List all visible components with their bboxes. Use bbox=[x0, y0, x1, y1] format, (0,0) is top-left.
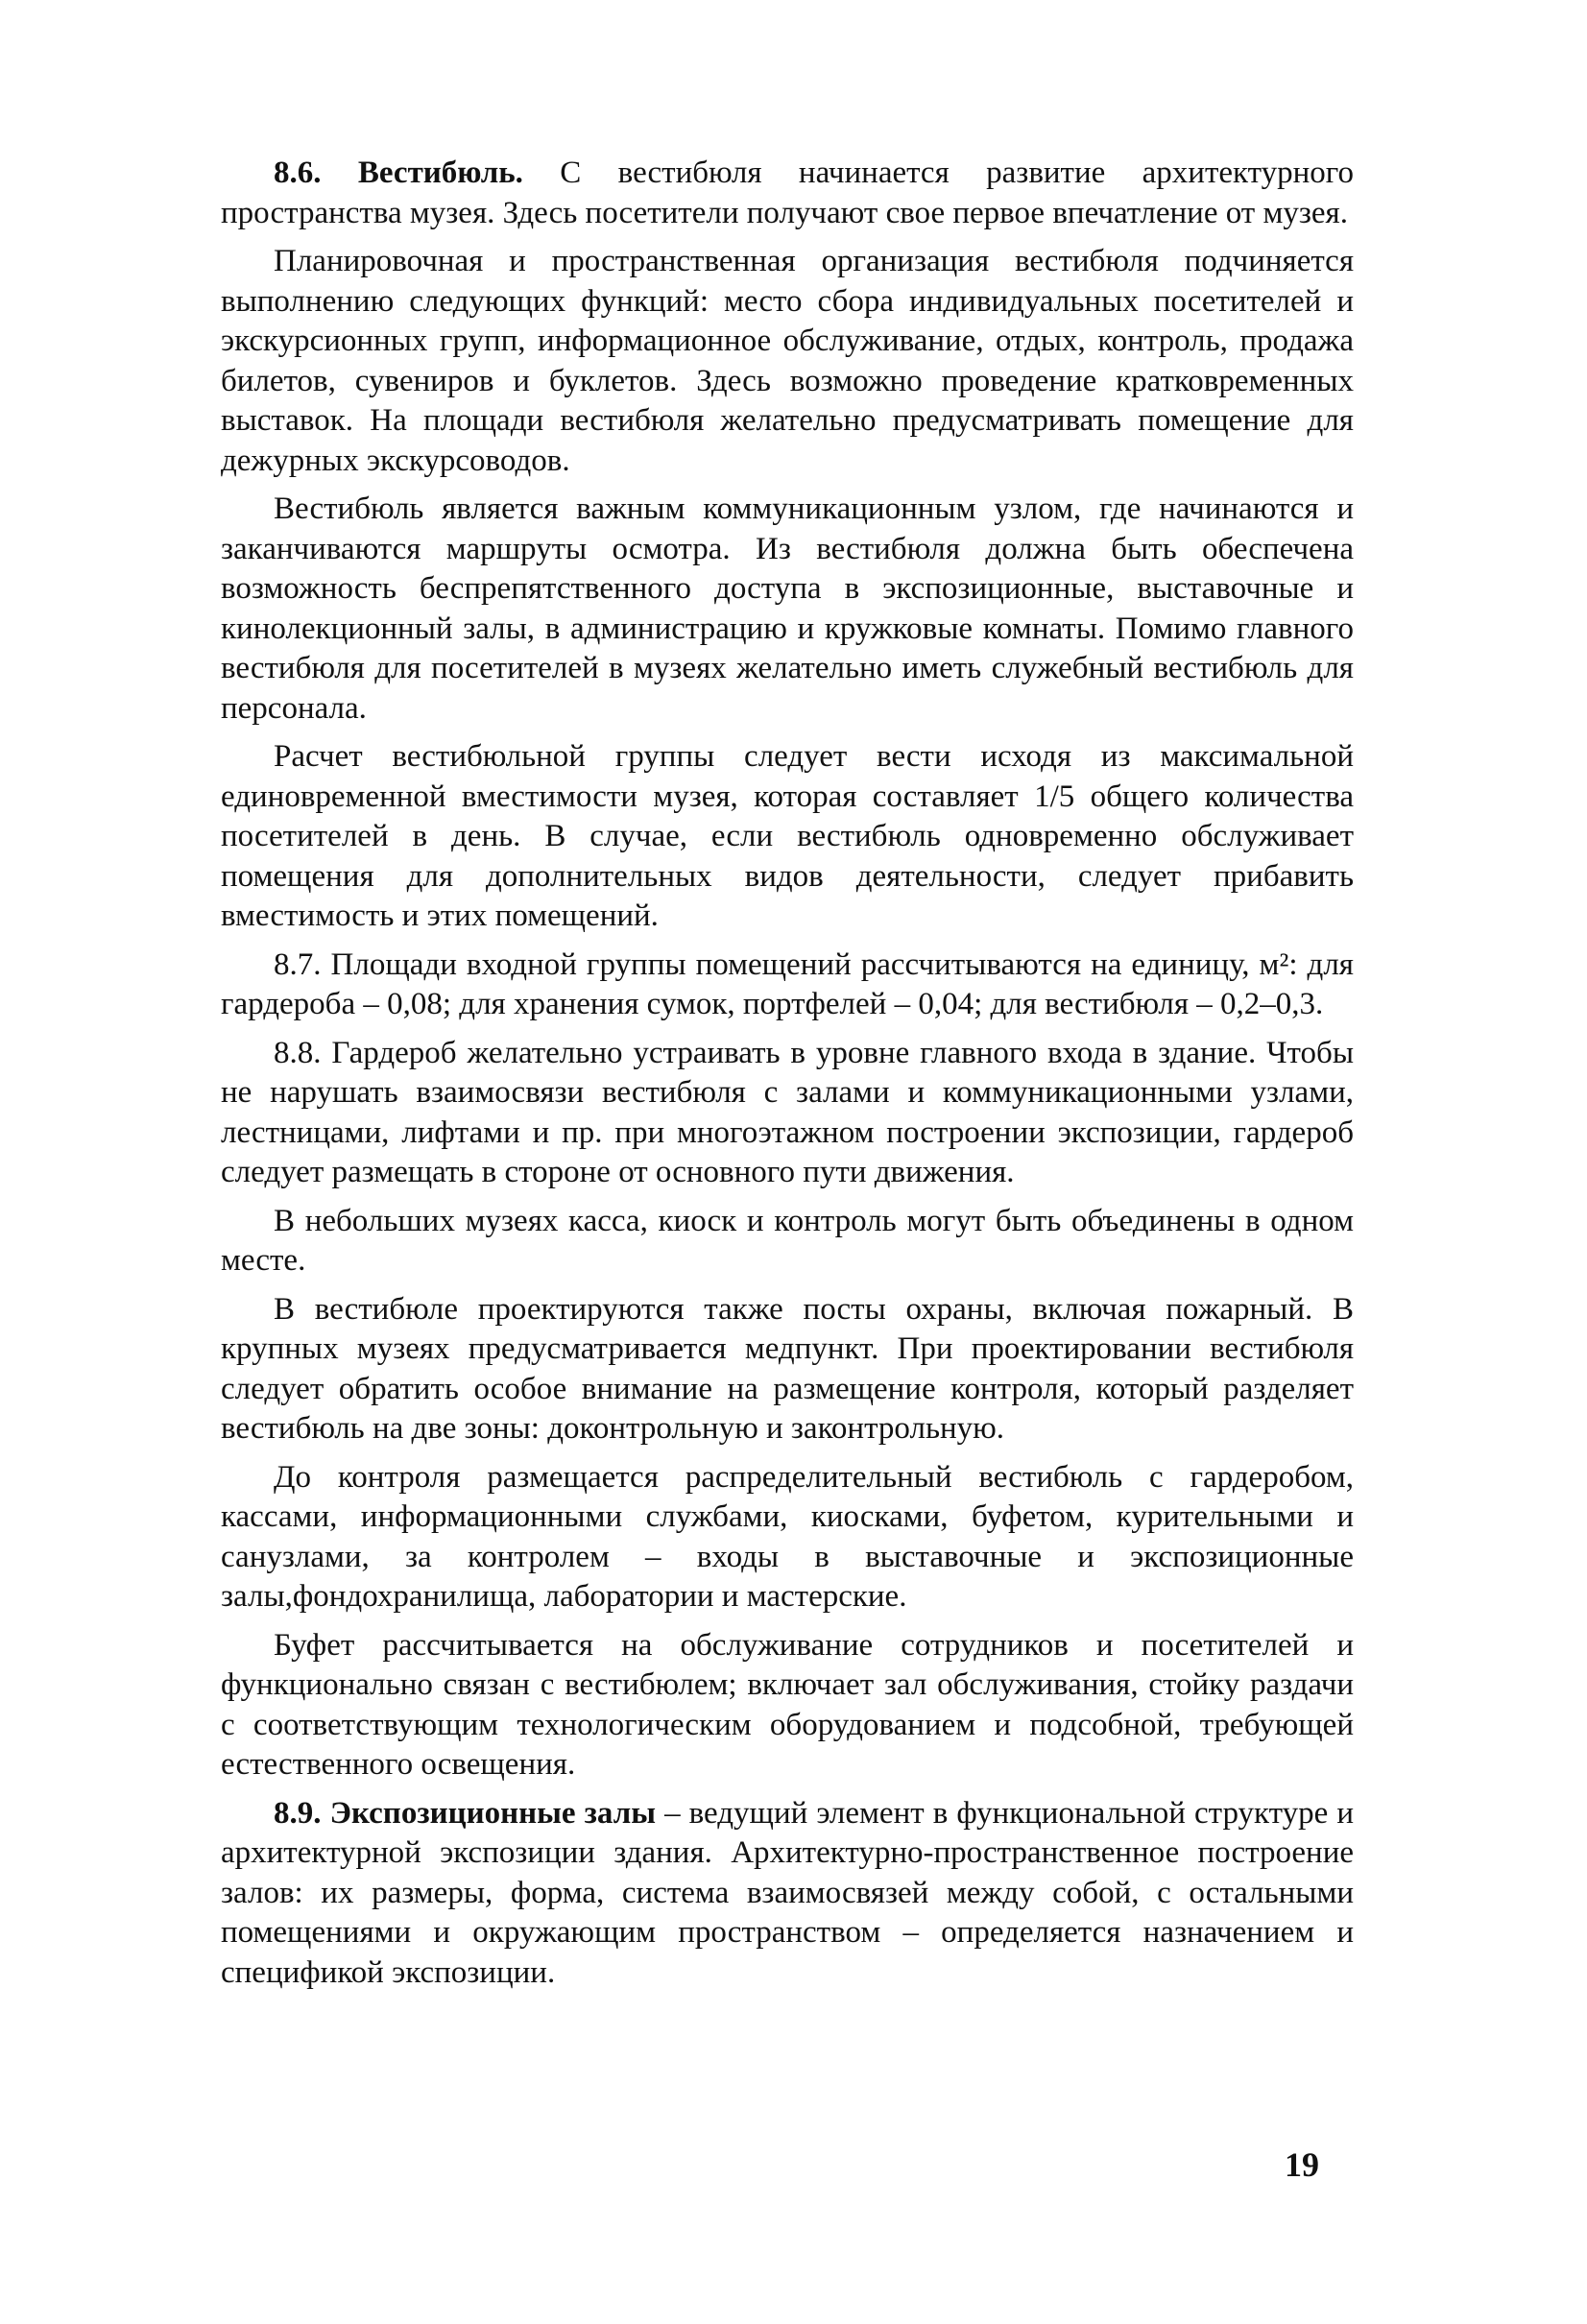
section-heading-8-9: 8.9. Экспозиционные залы bbox=[274, 1795, 656, 1831]
paragraph-vestibule-calculation bbox=[221, 737, 1354, 937]
page-number: 19 bbox=[1285, 2145, 1319, 2184]
paragraph-text: Вестибюль является важным коммуникационным узлом, где начинаются и заканчиваются маршруты осмотра. Из вестибюля должна быть обеспечена возможность беспрепятственного доступа в экспозиционные, выставочные и кинолекционный залы, в администрацию и кружковые комнаты. Помимо главного вестибюля для посетителей в музеях желательно иметь служебный вестибюль для персонала. bbox=[221, 491, 1354, 726]
paragraph-security-posts bbox=[221, 1290, 1354, 1450]
paragraph-before-control bbox=[221, 1458, 1354, 1617]
paragraph-text: Буфет рассчитывается на обслуживание сотрудников и посетителей и функционально связан с вестибюлем; включает зал обслуживания, стойку раздачи с соответствующим технологическим оборудованием и подсобной, требующей естественного освещения. bbox=[221, 1627, 1354, 1782]
paragraph-text: В небольших музеях касса, киоск и контроль могут быть объединены в одном месте. bbox=[221, 1203, 1354, 1278]
paragraph-exhibition-halls bbox=[221, 1794, 1354, 1994]
paragraph-text: – ведущий элемент в функциональной структуре и архитектурной экспозиции здания. Архитектурно-пространственное построение залов: их размеры, форма, система взаимосвязей между собой, с остальными помещениями и окружающим пространством – определяется назначением и спецификой экспозиции. bbox=[221, 1795, 1354, 1990]
paragraph-text: 8.7. Площади входной группы помещений рассчитываются на единицу, м²: для гардероба – 0,08; для хранения сумок, портфелей – 0,04; для вестибюля – 0,2–0,3. bbox=[221, 946, 1354, 1021]
paragraph-vestibule-functions bbox=[221, 242, 1354, 481]
paragraph-entrance-areas bbox=[221, 946, 1354, 1025]
paragraph-cloakroom bbox=[221, 1034, 1354, 1193]
paragraph-buffet bbox=[221, 1626, 1354, 1785]
paragraph-text: С вестибюля начинается развитие архитектурного пространства музея. Здесь посетители получают свое первое впечатление от музея. bbox=[221, 156, 1354, 230]
paragraph-vestibule-intro bbox=[221, 154, 1354, 233]
section-heading-8-6: 8.6. Вестибюль. bbox=[274, 156, 523, 190]
paragraph-vestibule-communication bbox=[221, 490, 1354, 729]
paragraph-text: Расчет вестибюльной группы следует вести исходя из максимальной единовременной вместимости музея, которая составляет 1/5 общего количества посетителей в день. В случае, если вестибюль одновременно обслуживает помещения для дополнительных видов деятельности, следует прибавить вместимость и этих помещений. bbox=[221, 739, 1354, 933]
paragraph-small-museums bbox=[221, 1202, 1354, 1282]
paragraph-text: 8.8. Гардероб желательно устраивать в уровне главного входа в здание. Чтобы не нарушать взаимосвязи вестибюля с залами и коммуникационными узлами, лестницами, лифтами и пр. при многоэтажном построении экспозиции, гардероб следует размещать в стороне от основного пути движения. bbox=[221, 1035, 1354, 1189]
paragraph-text: До контроля размещается распределительный вестибюль с гардеробом, кассами, информационными службами, киосками, буфетом, курительными и санузлами, за контролем – входы в выставочные и экспозиционные залы,фондохранилища, лаборатории и мастерские. bbox=[221, 1459, 1354, 1614]
body-text bbox=[221, 154, 1354, 1993]
paragraph-text: Планировочная и пространственная организация вестибюля подчиняется выполнению следующих функций: место сбора индивидуальных посетителей и экскурсионных групп, информационное обслуживание, отдых, контроль, продажа билетов, сувениров и буклетов. Здесь возможно проведение кратковременных выставок. На площади вестибюля желательно предусматривать помещение для дежурных экскурсоводов. bbox=[221, 244, 1354, 478]
paragraph-text: В вестибюле проектируются также посты охраны, включая пожарный. В крупных музеях предусматривается медпункт. При проектировании вестибюля следует обратить особое внимание на размещение контроля, который разделяет вестибюль на две зоны: доконтрольную и законтрольную. bbox=[221, 1291, 1354, 1446]
